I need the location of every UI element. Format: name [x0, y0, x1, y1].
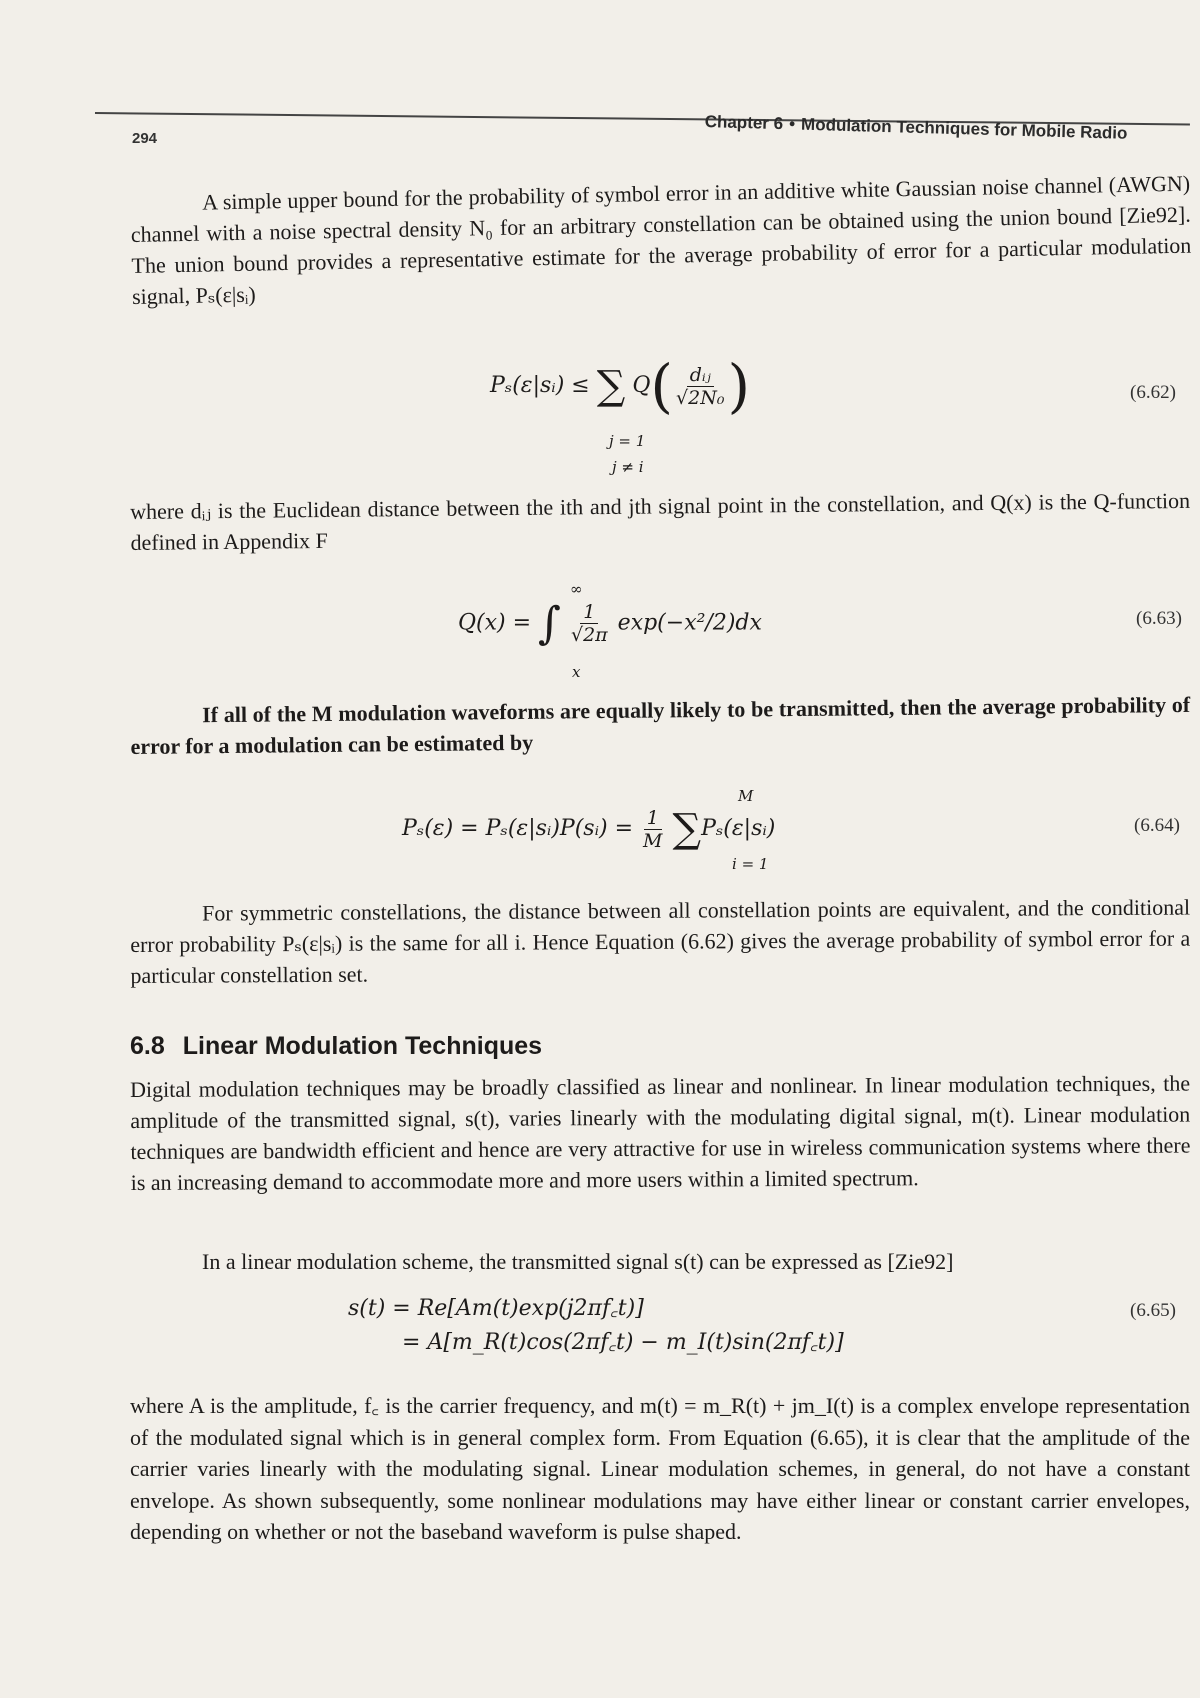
eq62-lower-limit-1: j = 1 [609, 432, 646, 450]
eq63-denominator: √2π [570, 624, 608, 646]
eq62-numerator: dᵢⱼ [687, 364, 714, 387]
equation-number-6-64: (6.64) [1134, 815, 1180, 836]
eq62-denominator: √2N₀ [676, 386, 725, 409]
section-number: 6.8 [130, 1032, 165, 1060]
eq63-lhs: Q(x) = [458, 610, 532, 636]
paragraph-symmetric-constellations: For symmetric constellations, the distance between all constellation points are equivalent, and the conditional error probability Pₛ(ε|sᵢ) is the same for all i. Hence Equation (6.62) gives the average probability of symbol error for a particular constellation set. [130, 894, 1191, 988]
paragraph-equally-likely: If all of the M modulation waveforms are equally likely to be transmitted, then the average probability of error for a modulation can be estimated by [130, 691, 1191, 759]
bullet-separator: • [788, 114, 796, 134]
eq62-lower-limit-2: j ≠ i [612, 458, 644, 476]
eq64-sigma: ∑ [672, 806, 702, 852]
eq63-rhs: exp(−x²/2)dx [617, 610, 762, 636]
eq63-integral: ∫ [538, 598, 561, 649]
eq63-fraction [568, 601, 611, 646]
page-number: 294 [132, 130, 158, 147]
chapter-label: Chapter 6 [704, 112, 784, 134]
paragraph-transmitted-signal: In a linear modulation scheme, the transmitted signal s(t) can be expressed as [Zie92] [202, 1249, 954, 1274]
equation-6-65-line-2: = A[m_R(t)cos(2πf꜀t) − m_I(t)sin(2πf꜀t)] [402, 1330, 844, 1355]
eq63-numerator: 1 [580, 601, 598, 624]
equation-number-6-62: (6.62) [1130, 382, 1176, 403]
paragraph-euclidean-distance: where dᵢⱼ is the Euclidean distance between the ith and jth signal point in the constellation, and Q(x) is the Q-function defined in Appendix F [130, 487, 1191, 555]
equation-number-6-65: (6.65) [1130, 1300, 1176, 1321]
eq62-sigma: ∑ [596, 363, 626, 409]
eq63-upper-limit: ∞ [570, 580, 583, 598]
equation-6-65-line-1: s(t) = Re[Am(t)exp(j2πf꜀t)] [348, 1296, 644, 1321]
eq62-paren-open: ( [650, 352, 673, 420]
equation-6-63 [458, 598, 762, 649]
paragraph-union-bound: A simple upper bound for the probability of symbol error in an additive white Gaussian noise channel (AWGN) channel with a noise spectral density N₀ for an arbitrary constellation can be obtained using the union bound [Zie92]. The union bound provides a representative estimate for the average probability of error for a particular modulation signal, Pₛ(ε|sᵢ) [130, 170, 1192, 309]
eq64-lower-limit: i = 1 [732, 855, 769, 873]
eq63-lower-limit: x [572, 663, 581, 681]
paragraph-amplitude-carrier: where A is the amplitude, f꜀ is the carrier frequency, and m(t) = m_R(t) + jm_I(t) is a complex envelope representation of the modulated signal which is in general complex form. From Equation (6.65), it is clear that the amplitude of the carrier varies linearly with the modulating signal. Linear modulation schemes, in general, do not have a constant envelope. As shown subsequently, some nonlinear modulations may have either linear or constant carrier envelopes, depending on whether or not the baseband waveform is pulse shaped. [130, 1393, 1190, 1544]
equation-6-64 [402, 806, 775, 852]
eq62-fraction [673, 364, 727, 409]
eq64-fraction [640, 807, 665, 852]
eq64-numerator: 1 [644, 807, 662, 830]
eq64-rhs: Pₛ(ε|sᵢ) [701, 816, 776, 841]
equation-6-62 [490, 352, 750, 420]
section-heading [130, 1032, 542, 1061]
eq62-paren-close: ) [727, 352, 751, 420]
chapter-title: Modulation Techniques for Mobile Radio [800, 114, 1128, 143]
eq62-q: Q [632, 373, 651, 398]
paragraph-linear-nonlinear: Digital modulation techniques may be broadly classified as linear and nonlinear. In linear modulation techniques, the amplitude of the transmitted signal, s(t), varies linearly with the modulating digital signal, m(t). Linear modulation techniques are bandwidth efficient and hence are very attractive for use in wireless communication systems where there is an increasing demand to accommodate more and more users within a limited spectrum. [130, 1070, 1191, 1195]
equation-number-6-63: (6.63) [1136, 608, 1182, 629]
eq62-lhs: Pₛ(ε|sᵢ) ≤ [490, 373, 590, 398]
eq64-denominator: M [643, 829, 663, 852]
eq64-upper-limit: M [738, 787, 754, 805]
eq64-lhs: Pₛ(ε) = Pₛ(ε|sᵢ)P(sᵢ) = [402, 816, 634, 841]
running-head [704, 112, 1127, 144]
section-title: Linear Modulation Techniques [182, 1032, 543, 1060]
